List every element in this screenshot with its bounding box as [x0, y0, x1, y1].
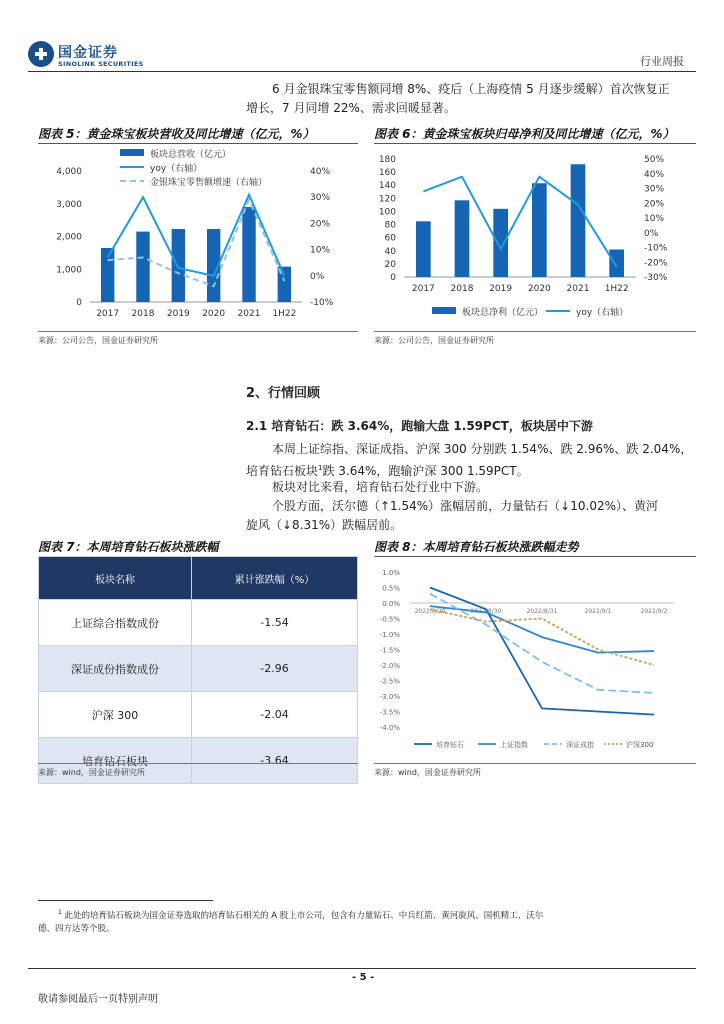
- y-tick-label: 1.0%: [382, 569, 400, 577]
- intro-line-1: 6 月金银珠宝零售额同增 8%、疫后（上海疫情 5 月逐步缓解）首次恢复正: [272, 82, 670, 96]
- y-left-tick-label: 140: [378, 181, 396, 192]
- section-title: 2、行情回顾: [246, 386, 321, 401]
- y-right-tick-label: 30%: [310, 193, 331, 204]
- legend-label: 深证成指: [566, 741, 594, 749]
- y-right-tick-label: 50%: [644, 155, 665, 165]
- footer-rule: [28, 968, 696, 969]
- y-right-tick-label: 10%: [310, 245, 331, 256]
- y-tick-label: 0.0%: [382, 600, 400, 608]
- header-rule: [28, 71, 696, 72]
- subsection-title: 2.1 培育钻石：跌 3.64%，跑输大盘 1.59PCT，板块居中下游: [246, 419, 593, 433]
- y-left-tick-label: 2,000: [56, 232, 82, 243]
- y-right-tick-label: 40%: [310, 167, 331, 177]
- table-header-row: [39, 557, 358, 600]
- y-right-tick-label: 10%: [644, 214, 665, 224]
- footnote-ref: 1: [318, 464, 323, 472]
- y-tick-label: 0.5%: [382, 584, 400, 593]
- y-left-tick-label: 20: [384, 259, 396, 270]
- disclaimer: 敬请参阅最后一页特别声明: [38, 994, 158, 1005]
- x-tick-label: 1H22: [604, 284, 629, 294]
- x-tick-label: 2017: [411, 284, 435, 294]
- legend-label: 沪深300: [626, 741, 654, 749]
- x-tick-label: 2022/8/29: [414, 608, 446, 615]
- series-line: [423, 177, 616, 267]
- bar: [532, 183, 547, 277]
- figure7-title: 图表 7：本周培育钻石板块涨跌幅: [38, 540, 219, 554]
- legend-label: 金银珠宝零售额增速（右轴）: [150, 178, 268, 188]
- y-right-tick-label: -30%: [644, 273, 668, 283]
- para1-line-2: [246, 459, 529, 480]
- legend-label: yoy（右轴）: [150, 164, 203, 174]
- row-name: 上证综合指数成份: [39, 600, 192, 646]
- figure5-title-rule: [38, 143, 358, 144]
- x-tick-label: 2021: [566, 284, 590, 294]
- sector-change-table: [38, 556, 358, 784]
- chart-background: [374, 558, 696, 762]
- para1-line-2-a: 培育钻石板块: [246, 464, 319, 478]
- bar: [493, 209, 508, 277]
- bar: [609, 249, 624, 277]
- x-tick-label: 2022/9/1: [584, 608, 612, 615]
- y-tick-label: -1.5%: [379, 646, 400, 655]
- x-tick-label: 2018: [450, 284, 474, 294]
- y-tick-label: -3.0%: [379, 693, 400, 701]
- y-left-tick-label: 60: [384, 233, 396, 244]
- row-value: -2.96: [192, 646, 358, 692]
- y-left-tick-label: 160: [378, 168, 396, 179]
- x-tick-label: 1H22: [272, 309, 297, 319]
- logo-mark: [28, 41, 54, 67]
- y-right-tick-label: 0%: [310, 271, 325, 282]
- figure8-source: 来源：wind，国金证券研究所: [374, 768, 481, 777]
- legend-label: 培育钻石: [436, 741, 464, 749]
- figure5-source: 来源：公司公告，国金证券研究所: [38, 336, 158, 345]
- row-name: 深证成份指数成份: [39, 646, 192, 692]
- figure7-source: 来源：wind，国金证券研究所: [38, 768, 145, 777]
- series-line: [108, 195, 285, 276]
- legend-label: 板块总营收（亿元）: [150, 150, 232, 160]
- para3-line-2: 旋风（↓8.31%）跌幅居前。: [246, 518, 403, 532]
- intro-line-2: 增长，7 月同增 22%、需求回暖显著。: [246, 101, 456, 115]
- para1-line-1: 本周上证综指、深证成指、沪深 300 分别跌 1.54%、跌 2.96%、跌 2.04%，: [272, 442, 693, 456]
- footnote-rule: [38, 900, 213, 901]
- row-name: 培育钻石板块: [39, 738, 192, 784]
- para3-line-1: 个股方面，沃尔德（↑1.54%）涨幅居前，力量钻石（↓10.02%）、黄河: [272, 499, 658, 513]
- bar: [571, 164, 586, 277]
- y-left-tick-label: 80: [384, 220, 396, 231]
- legend-swatch: [432, 307, 456, 314]
- x-tick-label: 2017: [96, 309, 120, 319]
- revenue-chart: [38, 145, 358, 330]
- col-header-change: 累计涨跌幅（%）: [192, 557, 358, 600]
- y-left-tick-label: 3,000: [56, 199, 82, 210]
- footnote-line-2: 德、四方达等个股。: [38, 924, 115, 934]
- legend-label: 上证指数: [500, 741, 528, 749]
- footnote-mark: 1: [58, 909, 62, 916]
- y-right-tick-label: 30%: [644, 184, 665, 195]
- y-left-tick-label: 0: [390, 273, 396, 283]
- figure8-bottom-rule: [374, 763, 696, 764]
- x-tick-label: 2020: [202, 309, 226, 319]
- y-left-tick-label: 180: [378, 155, 396, 165]
- report-type: 行业周报: [640, 55, 684, 68]
- bar: [416, 221, 431, 277]
- y-right-tick-label: 40%: [644, 169, 665, 180]
- legend-label: yoy（右轴）: [576, 308, 629, 318]
- x-tick-label: 2019: [166, 309, 190, 319]
- y-tick-label: -1.0%: [379, 631, 400, 639]
- logo-chinese: 国金证券: [58, 45, 118, 61]
- figure6-title: 图表 6：黄金珠宝板块归母净利及同比增速（亿元，%）: [374, 127, 675, 141]
- legend-label: 板块总净利（亿元）: [462, 308, 544, 318]
- y-left-tick-label: 120: [378, 194, 396, 205]
- bar: [136, 232, 149, 302]
- col-header-name: 板块名称: [39, 557, 192, 600]
- y-right-tick-label: 0%: [644, 228, 659, 239]
- y-right-tick-label: 20%: [310, 219, 331, 230]
- x-tick-label: 2020: [527, 284, 551, 294]
- bar: [455, 200, 470, 277]
- y-left-tick-label: 4,000: [56, 167, 82, 177]
- y-right-tick-label: -10%: [644, 243, 668, 254]
- y-tick-label: -0.5%: [379, 615, 400, 624]
- y-left-tick-label: 40: [384, 246, 396, 257]
- x-tick-label: 2019: [489, 284, 513, 294]
- table-row: [39, 600, 358, 646]
- y-right-tick-label: 20%: [644, 199, 665, 210]
- row-value: -2.04: [192, 692, 358, 738]
- logo-english: SINOLINK SECURITIES: [58, 60, 144, 68]
- y-right-tick-label: -20%: [644, 258, 668, 269]
- figure7-bottom-rule: [38, 763, 358, 764]
- y-tick-label: -3.5%: [379, 708, 400, 717]
- figure5-bottom-rule: [38, 331, 358, 332]
- logo-mark-icon: [28, 41, 54, 67]
- y-left-tick-label: 0: [76, 298, 82, 308]
- y-tick-label: -2.5%: [379, 677, 400, 686]
- y-left-tick-label: 100: [378, 207, 396, 218]
- y-tick-label: -4.0%: [379, 724, 400, 732]
- x-tick-label: 2022/8/30: [470, 608, 502, 615]
- x-tick-label: 2022/9/2: [640, 608, 668, 615]
- x-tick-label: 2022/8/31: [526, 608, 558, 615]
- figure6-source: 来源：公司公告，国金证券研究所: [374, 336, 494, 345]
- row-value: -3.64: [192, 738, 358, 784]
- footnote-line-1: 此处的培育钻石板块为国金证券选取的培育钻石相关的 A 股上市公司，包含有力量钻石、中兵红箭、黄河旋风、国机精工、沃尔: [64, 910, 544, 921]
- y-tick-label: -2.0%: [379, 662, 400, 670]
- para2: 板块对比来看，培育钻石处行业中下游。: [272, 480, 489, 494]
- trend-chart: [374, 558, 696, 762]
- figure8-title-rule: [374, 556, 696, 557]
- x-tick-label: 2021: [237, 309, 261, 319]
- x-tick-label: 2018: [131, 309, 155, 319]
- bar: [242, 207, 255, 302]
- figure6-title-rule: [374, 143, 696, 144]
- figure5-title: 图表 5：黄金珠宝板块营收及同比增速（亿元，%）: [38, 127, 315, 141]
- footnote: [58, 906, 698, 923]
- table-row: [39, 646, 358, 692]
- y-right-tick-label: -10%: [310, 298, 334, 308]
- table-row: [39, 692, 358, 738]
- para1-line-2-b: 跌 3.64%，跑输沪深 300 1.59PCT。: [322, 464, 529, 478]
- net-profit-chart: [374, 145, 696, 330]
- figure8-title: 图表 8：本周培育钻石板块涨跌幅走势: [374, 540, 579, 554]
- page-number: - 5 -: [352, 972, 375, 983]
- row-name: 沪深 300: [39, 692, 192, 738]
- bar: [172, 229, 185, 302]
- row-value: -1.54: [192, 600, 358, 646]
- legend-swatch: [120, 149, 144, 156]
- y-left-tick-label: 1,000: [56, 265, 82, 276]
- figure6-bottom-rule: [374, 331, 696, 332]
